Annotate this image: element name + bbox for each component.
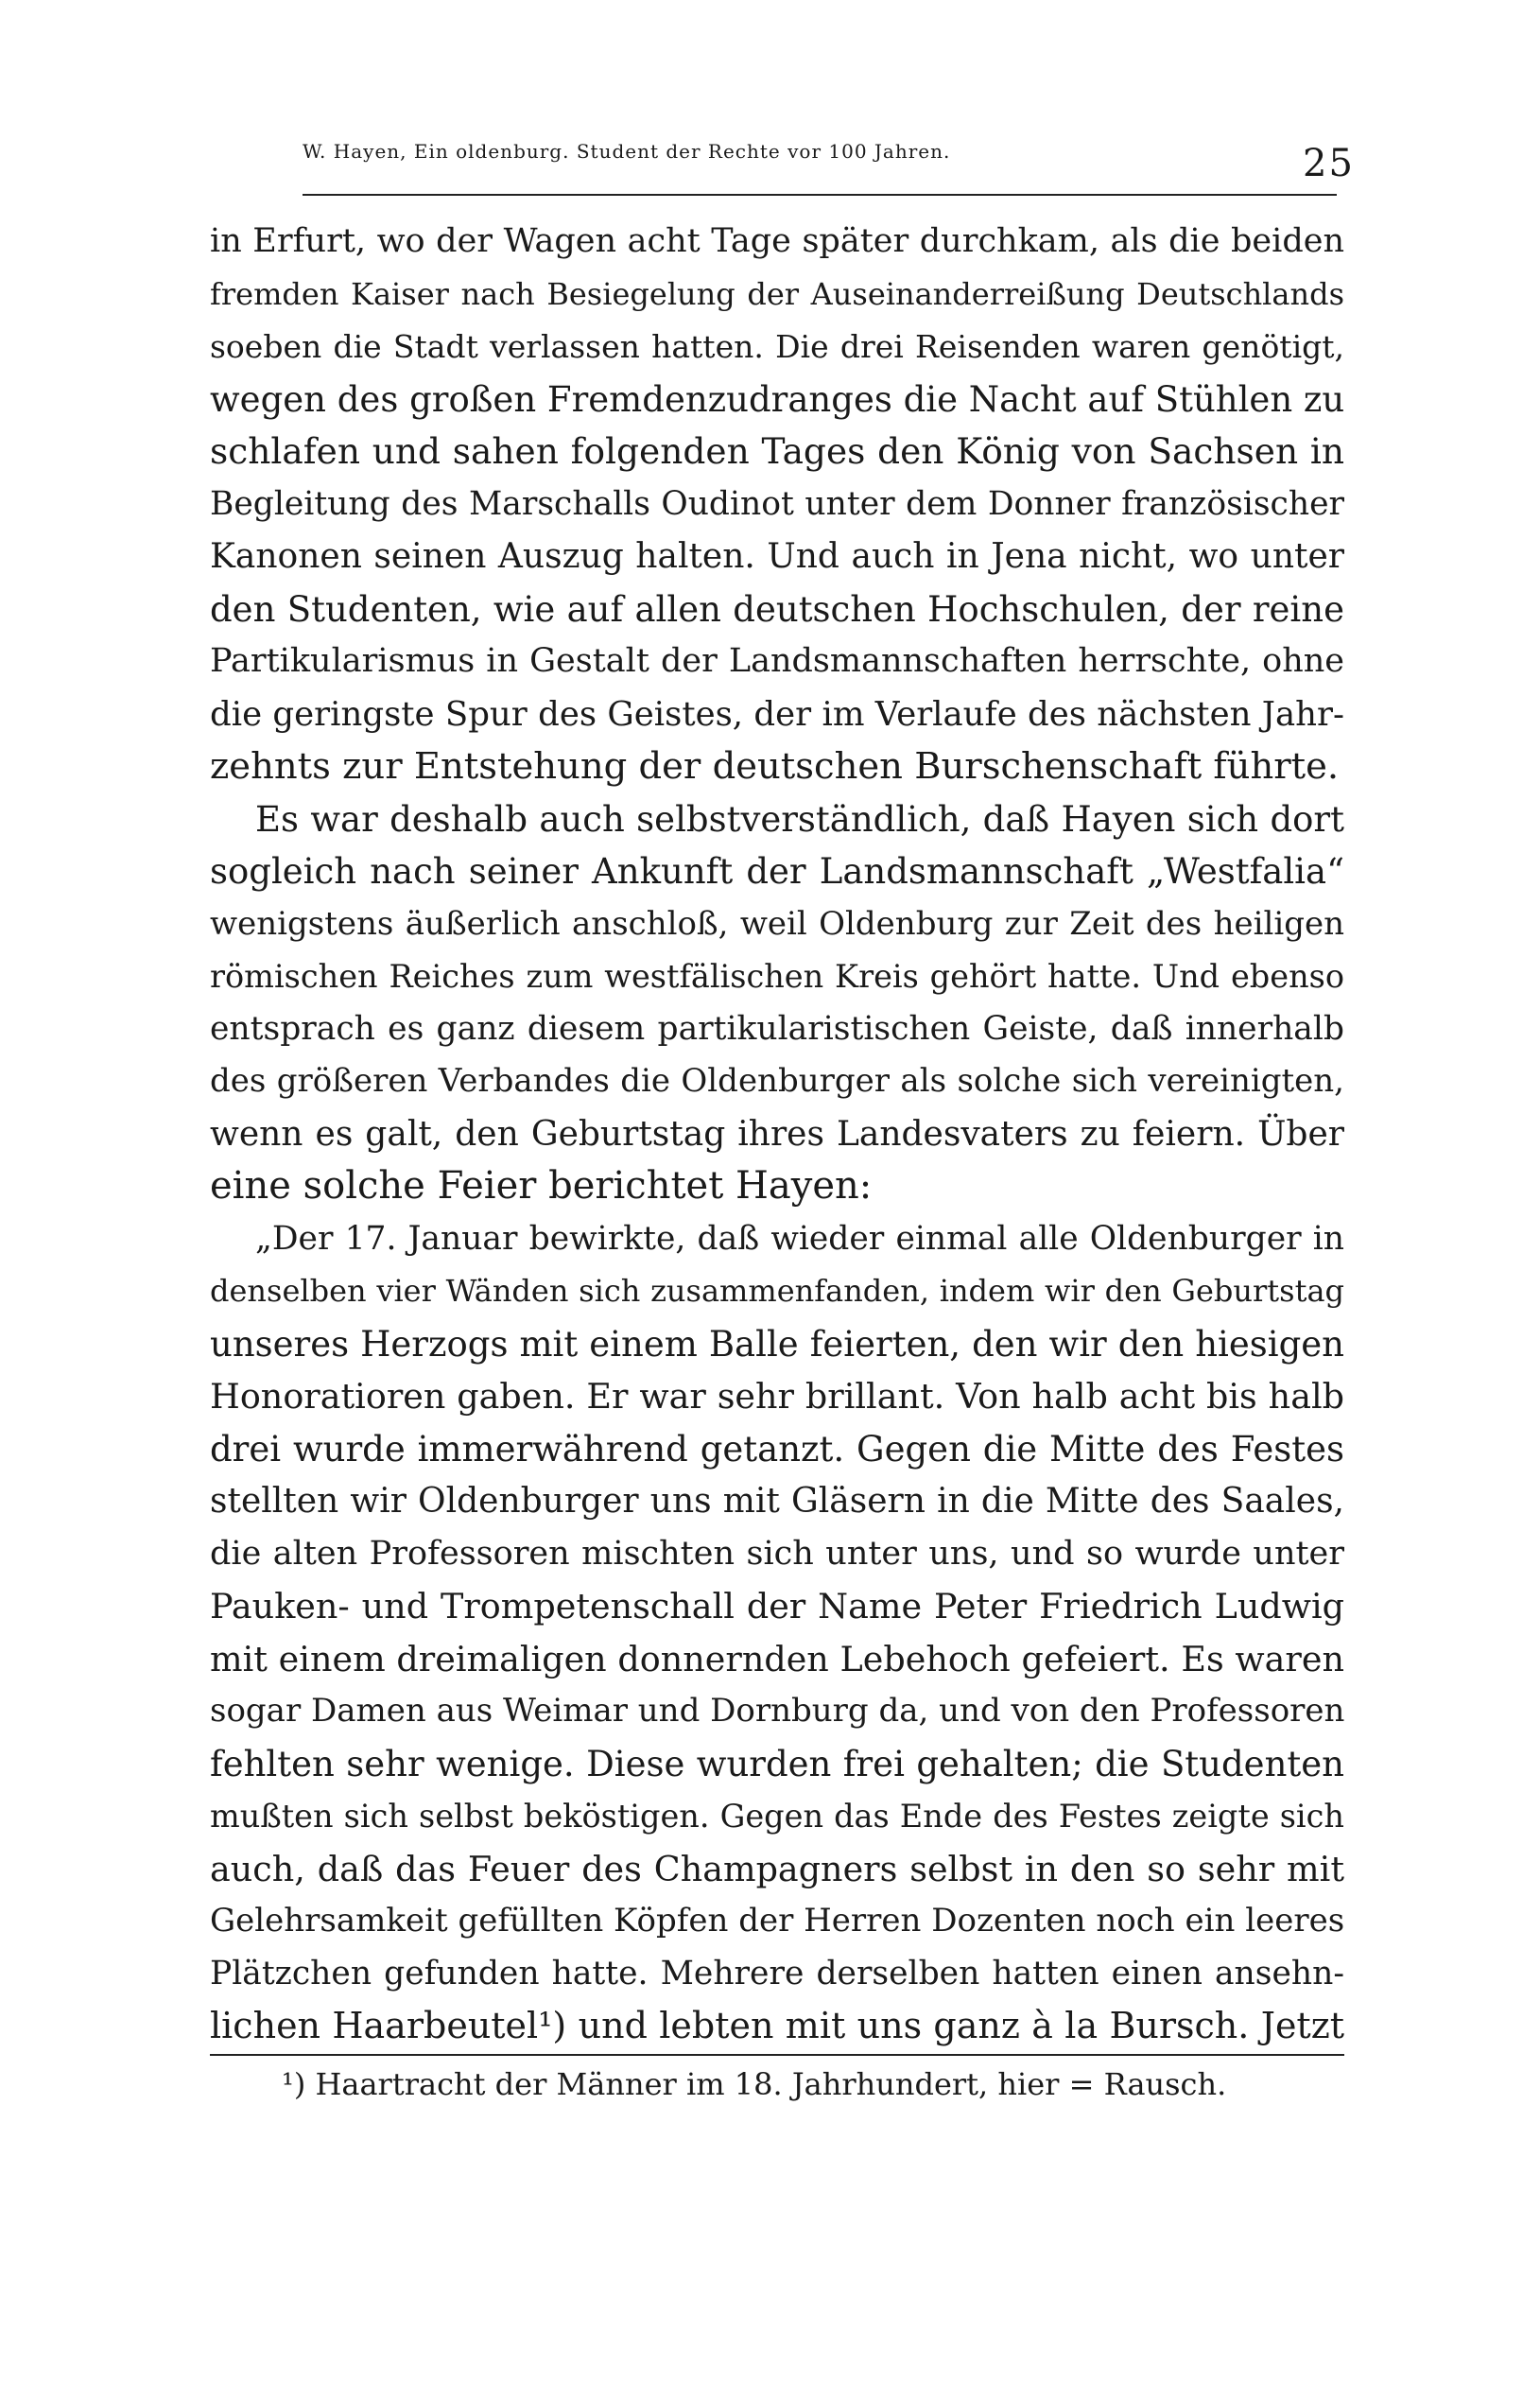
text-line: sogar Damen aus Weimar und Dornburg da, und von den Professoren [210, 1692, 1345, 1730]
text-line: den Studenten, wie auf allen deutschen Hochschulen, der reine [210, 588, 1344, 630]
text-line: drei wurde immerwährend getanzt. Gegen die Mitte des Festes [210, 1428, 1344, 1470]
text-line: Plätzchen gefunden hatte. Mehrere derselben hatten einen ansehn- [210, 1954, 1344, 1992]
footnote-rule [210, 2054, 1344, 2056]
text-line: fehlten sehr wenige. Diese wurden frei gehalten; die Studenten [210, 1743, 1344, 1784]
text-line: auch, daß das Feuer des Champagners selbst in den so sehr mit [210, 1848, 1344, 1889]
text-line: die alten Professoren mischten sich unter uns, und so wurde unter [210, 1534, 1344, 1573]
text-line: Pauken- und Trompetenschall der Name Peter Friedrich Ludwig [210, 1586, 1344, 1627]
text-line: Gelehrsamkeit gefüllten Köpfen der Herren Dozenten noch ein leeres [210, 1902, 1345, 1940]
body-text [210, 216, 1344, 2053]
text-line: Honoratioren gaben. Er war sehr brillant. Von halb acht bis halb [210, 1376, 1344, 1417]
running-head: W. Hayen, Ein oldenburg. Student der Rechte vor 100 Jahren. [303, 140, 951, 163]
text-line: soeben die Stadt verlassen hatten. Die drei Reisenden waren genötigt, [210, 328, 1344, 365]
header-rule [303, 194, 1337, 196]
text-line: zehnts zur Entstehung der deutschen Burschenschaft führte. [210, 745, 1340, 788]
text-line: denselben vier Wänden sich zusammenfanden, indem wir den Geburtstag [210, 1273, 1344, 1309]
text-line: entsprach es ganz diesem partikularistischen Geiste, daß innerhalb [210, 1009, 1344, 1048]
text-line: sogleich nach seiner Ankunft der Landsmannschaft „Westfalia“ [210, 851, 1344, 892]
text-line: lichen Haarbeutel¹) und lebten mit uns ganz à la Bursch. Jetzt [210, 2005, 1344, 2046]
text-line: eine solche Feier berichtet Hayen: [210, 1164, 873, 1208]
text-line: die geringste Spur des Geistes, der im Verlaufe des nächsten Jahr- [210, 694, 1344, 734]
text-line: Begleitung des Marschalls Oudinot unter dem Donner französischer [210, 484, 1344, 523]
text-line: Es war deshalb auch selbstverständlich, daß Hayen sich dort [255, 798, 1344, 840]
footnote: ¹) Haartracht der Männer im 18. Jahrhundert, hier = Rausch. [282, 2066, 1227, 2102]
text-line: des größeren Verbandes die Oldenburger als solche sich vereinigten, [210, 1062, 1344, 1100]
text-line: fremden Kaiser nach Besiegelung der Auseinanderreißung Deutschlands [210, 275, 1344, 312]
text-line: römischen Reiches zum westfälischen Kreis gehört hatte. Und ebenso [210, 958, 1344, 995]
text-line: unseres Herzogs mit einem Balle feierten, den wir den hiesigen [210, 1323, 1344, 1365]
text-line: mußten sich selbst beköstigen. Gegen das Ende des Festes zeigte sich [210, 1798, 1344, 1835]
text-line: mit einem dreimaligen donnernden Lebehoch gefeiert. Es waren [210, 1638, 1344, 1679]
text-line: in Erfurt, wo der Wagen acht Tage später durchkam, als die beiden [210, 222, 1344, 260]
text-line: Partikularismus in Gestalt der Landsmannschaften herrschte, ohne [210, 642, 1344, 680]
text-line: „Der 17. Januar bewirkte, daß wieder einmal alle Oldenburger in [255, 1219, 1344, 1258]
text-line: wenn es galt, den Geburtstag ihres Landesvaters zu feiern. Über [210, 1114, 1344, 1154]
text-line: wenigstens äußerlich anschloß, weil Oldenburg zur Zeit des heiligen [210, 904, 1344, 943]
text-line: Kanonen seinen Auszug halten. Und auch in Jena nicht, wo unter [210, 537, 1344, 576]
text-line: schlafen und sahen folgenden Tages den König von Sachsen in [210, 430, 1344, 472]
text-line: stellten wir Oldenburger uns mit Gläsern in die Mitte des Saales, [210, 1482, 1344, 1521]
page-number: 25 [1303, 142, 1355, 185]
text-line: wegen des großen Fremdenzudranges die Nacht auf Stühlen zu [210, 378, 1345, 420]
